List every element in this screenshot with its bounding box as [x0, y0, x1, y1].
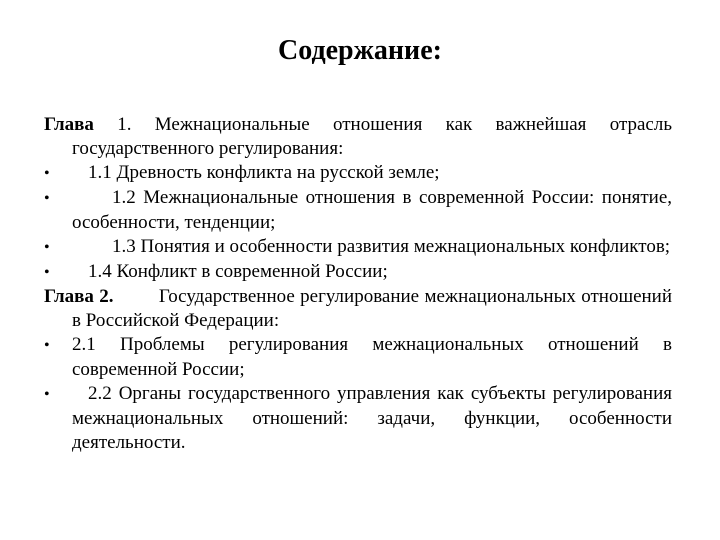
bullet-icon: • [44, 165, 50, 182]
bullet-icon: • [44, 190, 50, 207]
page-title: Содержание: [278, 35, 442, 66]
bullet-icon: • [44, 337, 50, 354]
list-item [44, 260, 672, 285]
list-item [44, 333, 672, 382]
chapter-2-label: Глава [44, 286, 94, 307]
list-item-text: 1.3 Понятия и особенности развития межнациональных конфликтов; [112, 236, 671, 257]
chapter-1-heading [44, 113, 672, 161]
list-item [44, 235, 672, 260]
bullet-icon: • [44, 386, 50, 403]
list-item [44, 382, 672, 455]
list-item [44, 186, 672, 235]
bullet-icon: • [44, 264, 50, 281]
list-item-text: 2.2 Органы государственного управления как субъекты регулирования межнациональных отношений: задачи, функции, особенности деятельности. [72, 383, 672, 453]
chapter-2-number: 2. [99, 286, 114, 307]
list-item-text: 1.4 Конфликт в современной России; [88, 261, 388, 282]
chapter-1-number: 1. [117, 114, 132, 135]
list-item-text: 2.1 Проблемы регулирования межнациональных отношений в современной России; [72, 334, 672, 380]
table-of-contents [44, 113, 672, 455]
chapter-1-label: Глава [44, 114, 94, 135]
list-item-text: 1.1 Древность конфликта на русской земле; [88, 162, 440, 183]
list-item-text: 1.2 Межнациональные отношения в современной России: понятие, особенности, тенденции; [72, 187, 672, 233]
chapter-2-heading [44, 285, 672, 333]
chapter-2-text: Государственное регулирование межнациональных отношений в Российской Федерации: [72, 286, 673, 331]
list-item [44, 161, 672, 186]
bullet-icon: • [44, 239, 50, 256]
chapter-1-text: Межнациональные отношения как важнейшая отрасль государственного регулирования: [72, 114, 673, 159]
